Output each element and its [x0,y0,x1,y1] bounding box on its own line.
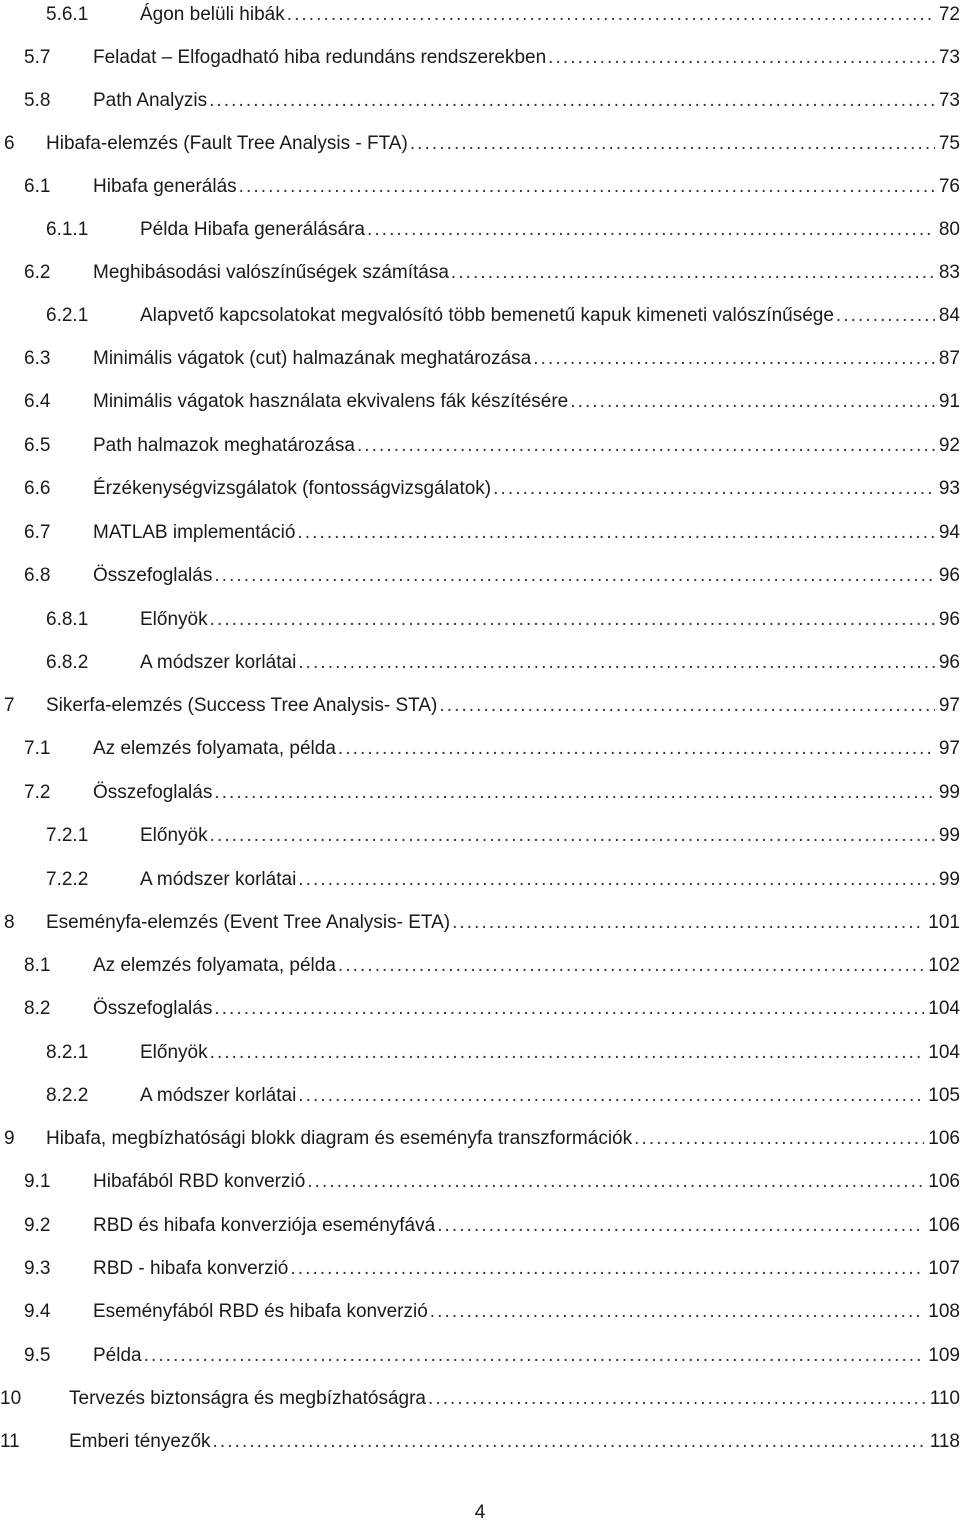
toc-entry-title: Összefoglalás [93,778,214,808]
toc-entry-page: 76 [935,172,960,202]
toc-entry[interactable] [0,1038,960,1068]
toc-entry-number: 6.2.1 [46,305,89,326]
toc-entry-page: 80 [935,215,960,245]
toc-entry-title: Eseményfa-elemzés (Event Tree Analysis- ETA) [46,908,452,938]
toc-entry-number: 9.3 [24,1258,51,1279]
toc-entry[interactable] [0,1254,960,1284]
toc-dot-leader [210,821,935,851]
toc-entry-title: Hibafa-elemzés (Fault Tree Analysis - FTA) [46,129,410,159]
toc-entry-number: 8.2 [24,998,51,1019]
toc-entry[interactable] [0,994,960,1024]
toc-dot-leader [836,301,935,331]
toc-entry[interactable] [0,1341,960,1371]
toc-entry-title: Az elemzés folyamata, példa [93,951,338,981]
toc-entry-number: 6.3 [24,348,51,369]
toc-entry-number: 9.2 [24,1215,51,1236]
toc-entry-number: 6 [4,133,15,154]
toc-entry-title: Meghibásodási valószínűségek számítása [93,258,451,288]
toc-entry-page: 97 [935,734,960,764]
toc-entry-number: 9 [4,1128,15,1149]
toc-entry-number: 7.1 [24,738,51,759]
toc-dot-leader [287,0,935,30]
toc-dot-leader [493,474,935,504]
toc-entry[interactable] [0,1297,960,1327]
toc-entry-title: Hibafából RBD konverzió [93,1167,307,1197]
toc-entry-number: 5.7 [24,47,51,68]
toc-entry-page: 106 [924,1124,960,1154]
toc-entry-page: 106 [924,1211,960,1241]
toc-entry-page: 96 [935,561,960,591]
toc-entry-title: Feladat – Elfogadható hiba redundáns rendszerekben [93,43,548,73]
toc-dot-leader [357,431,935,461]
toc-entry-number: 6.8 [24,565,51,586]
toc-entry[interactable] [0,605,960,635]
toc-entry-number: 8.2.1 [46,1042,89,1063]
toc-entry-title: Minimális vágatok (cut) halmazának meghatározása [93,344,533,374]
toc-entry[interactable] [0,951,960,981]
toc-dot-leader [307,1167,924,1197]
toc-dot-leader [430,1297,925,1327]
toc-entry-title: Alapvető kapcsolatokat megvalósító több bemenetű kapuk kimeneti valószínűsége [140,301,836,331]
toc-entry-page: 87 [935,344,960,374]
toc-entry-page: 102 [924,951,960,981]
toc-dot-leader [290,1254,924,1284]
toc-entry-page: 107 [924,1254,960,1284]
toc-entry-title: Előnyök [140,605,210,635]
toc-entry-title: Példa [93,1341,144,1371]
toc-entry-page: 83 [935,258,960,288]
toc-entry[interactable] [0,1124,960,1154]
toc-entry[interactable] [0,431,960,461]
toc-entry-title: Ágon belüli hibák [140,0,287,30]
toc-entry-title: A módszer korlátai [140,648,298,678]
toc-entry[interactable] [0,1427,960,1457]
toc-entry-title: Hibafa generálás [93,172,239,202]
toc-entry-page: 105 [924,1081,960,1111]
toc-dot-leader [144,1341,925,1371]
toc-entry[interactable] [0,778,960,808]
toc-entry-title: Sikerfa-elemzés (Success Tree Analysis- STA) [46,691,439,721]
toc-entry-title: A módszer korlátai [140,1081,298,1111]
toc-entry-page: 99 [935,821,960,851]
toc-entry-page: 99 [935,865,960,895]
toc-entry[interactable] [0,691,960,721]
toc-entry-title: Path halmazok meghatározása [93,431,357,461]
toc-entry-number: 6.8.2 [46,652,89,673]
toc-dot-leader [437,1211,924,1241]
toc-dot-leader [533,344,935,374]
toc-dot-leader [214,561,935,591]
toc-entry-page: 101 [924,908,960,938]
toc-entry[interactable] [0,518,960,548]
toc-dot-leader [428,1384,926,1414]
toc-entry-page: 93 [935,474,960,504]
toc-dot-leader [367,215,935,245]
toc-dot-leader [634,1124,924,1154]
toc-entry-page: 118 [926,1427,960,1457]
toc-entry-title: Hibafa, megbízhatósági blokk diagram és eseményfa transzformációk [46,1124,634,1154]
toc-dot-leader [451,258,935,288]
toc-entry[interactable] [0,301,960,331]
toc-entry[interactable] [0,1211,960,1241]
toc-entry-number: 6.8.1 [46,609,89,630]
toc-entry-number: 7.2.2 [46,869,89,890]
toc-entry[interactable] [0,86,960,116]
toc-entry[interactable] [0,734,960,764]
toc-entry-number: 9.5 [24,1345,51,1366]
toc-entry-page: 73 [935,86,960,116]
toc-entry-title: Összefoglalás [93,561,214,591]
toc-entry-number: 6.1.1 [46,219,89,240]
toc-entry[interactable] [0,561,960,591]
toc-entry-page: 72 [935,0,960,30]
toc-entry[interactable] [0,908,960,938]
toc-entry-page: 104 [924,1038,960,1068]
toc-entry-page: 73 [935,43,960,73]
toc-entry-number: 11 [0,1431,20,1452]
toc-dot-leader [338,951,924,981]
toc-entry-page: 99 [935,778,960,808]
toc-entry-page: 96 [935,648,960,678]
toc-dot-leader [548,43,935,73]
toc-entry-title: Összefoglalás [93,994,214,1024]
toc-entry[interactable] [0,344,960,374]
toc-entry[interactable] [0,1384,960,1414]
toc-entry-title: Minimális vágatok használata ekvivalens fák készítésére [93,387,570,417]
toc-entry[interactable] [0,821,960,851]
toc-dot-leader [209,86,935,116]
toc-entry[interactable] [0,258,960,288]
toc-entry-number: 5.8 [24,90,51,111]
toc-dot-leader [452,908,924,938]
toc-dot-leader [298,1081,924,1111]
toc-entry-number: 6.4 [24,391,51,412]
toc-entry-title: Példa Hibafa generálására [140,215,367,245]
page-number: 4 [474,1502,486,1523]
toc-entry-number: 10 [0,1388,22,1409]
toc-entry-number: 7.2.1 [46,825,89,846]
toc-entry[interactable] [0,129,960,159]
toc-entry[interactable] [0,43,960,73]
toc-dot-leader [214,994,924,1024]
toc-entry-number: 5.6.1 [46,4,89,25]
toc-entry[interactable] [0,0,960,30]
toc-entry-page: 109 [924,1341,960,1371]
toc-entry-number: 6.1 [24,176,51,197]
toc-entry-title: Tervezés biztonságra és megbízhatóságra [69,1384,428,1414]
toc-entry-title: Előnyök [140,1038,210,1068]
toc-entry-title: Path Analyzis [93,86,209,116]
toc-entry-page: 94 [935,518,960,548]
toc-entry-number: 6.2 [24,262,51,283]
toc-entry-page: 110 [926,1384,960,1414]
toc-entry-title: Érzékenységvizsgálatok (fontosságvizsgálatok) [93,474,493,504]
toc-entry[interactable] [0,387,960,417]
toc-dot-leader [298,865,935,895]
toc-entry-number: 7.2 [24,782,51,803]
toc-entry-page: 96 [935,605,960,635]
toc-entry-number: 7 [4,695,15,716]
toc-entry[interactable] [0,474,960,504]
toc-dot-leader [298,648,935,678]
toc-entry[interactable] [0,215,960,245]
toc-dot-leader [570,387,935,417]
toc-entry-title: RBD és hibafa konverziója eseményfává [93,1211,437,1241]
toc-entry-page: 104 [924,994,960,1024]
toc-entry-number: 8.2.2 [46,1085,89,1106]
toc-entry-page: 106 [924,1167,960,1197]
toc-dot-leader [210,1038,925,1068]
toc-entry[interactable] [0,865,960,895]
toc-entry-title: Eseményfából RBD és hibafa konverzió [93,1297,430,1327]
toc-dot-leader [213,1427,926,1457]
toc-entry-page: 75 [935,129,960,159]
toc-entry[interactable] [0,1167,960,1197]
toc-entry-title: MATLAB implementáció [93,518,297,548]
toc-entry-number: 8.1 [24,955,51,976]
toc-entry-number: 6.7 [24,522,51,543]
toc-entry[interactable] [0,172,960,202]
toc-dot-leader [214,778,935,808]
toc-entry-number: 9.1 [24,1171,51,1192]
toc-dot-leader [239,172,935,202]
toc-entry-title: Előnyök [140,821,210,851]
toc-dot-leader [297,518,934,548]
toc-dot-leader [439,691,934,721]
toc-entry-number: 9.4 [24,1301,51,1322]
toc-dot-leader [210,605,935,635]
toc-entry-title: Az elemzés folyamata, példa [93,734,338,764]
toc-entry-number: 6.6 [24,478,51,499]
toc-dot-leader [410,129,935,159]
toc-entry-title: A módszer korlátai [140,865,298,895]
toc-entry-title: Emberi tényezők [69,1427,213,1457]
toc-dot-leader [338,734,935,764]
toc-entry-number: 8 [4,912,15,933]
toc-entry[interactable] [0,1081,960,1111]
toc-entry[interactable] [0,648,960,678]
toc-entry-page: 108 [924,1297,960,1327]
toc-entry-title: RBD - hibafa konverzió [93,1254,290,1284]
toc-entry-page: 97 [935,691,960,721]
toc-entry-page: 84 [935,301,960,331]
toc-entry-number: 6.5 [24,435,51,456]
toc-entry-page: 92 [935,431,960,461]
toc-entry-page: 91 [935,387,960,417]
